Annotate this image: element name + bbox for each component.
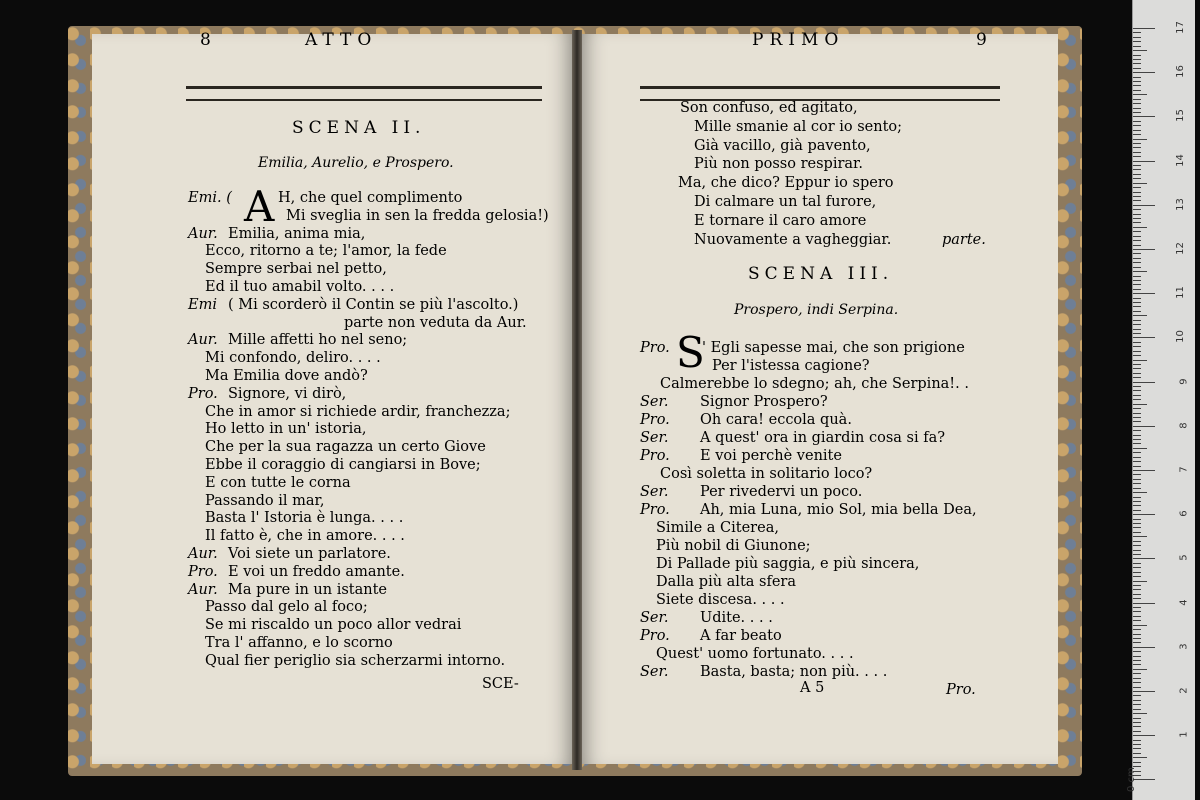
ruler-tick	[1133, 333, 1141, 334]
ruler-number: 12	[1175, 242, 1187, 255]
verse-line: parte non veduta da Aur.	[344, 314, 527, 331]
verse-line: Qual fier periglio sia scherzarmi intorno.	[205, 652, 506, 669]
left-running-head: ATTO	[305, 30, 378, 50]
ruler-tick	[1133, 554, 1141, 555]
ruler-tick	[1133, 558, 1155, 559]
speaker-label: Emi. (	[188, 190, 232, 206]
right-exit-note: parte.	[942, 232, 986, 248]
verse-line: ' Egli sapesse mai, che son prigione	[702, 340, 965, 356]
ruler-tick	[1133, 355, 1141, 356]
ruler-tick	[1133, 386, 1141, 387]
ruler-tick	[1133, 514, 1155, 515]
verse-line: Signore, vi dirò,	[228, 385, 347, 402]
verse-line: Sempre serbai nel petto,	[205, 261, 387, 278]
ruler-tick	[1133, 240, 1141, 241]
verse-line: Più nobil di Giunone;	[656, 538, 811, 554]
ruler-tick	[1133, 236, 1141, 237]
ruler-tick	[1133, 430, 1141, 431]
ruler-tick	[1133, 704, 1141, 705]
ruler-unit-label: 0 cm	[1126, 767, 1137, 792]
ruler-tick	[1133, 598, 1141, 599]
ruler-tick	[1133, 77, 1141, 78]
ruler-tick	[1133, 691, 1155, 692]
ruler-tick	[1133, 258, 1141, 259]
ruler-tick	[1133, 457, 1141, 458]
ruler-tick	[1133, 289, 1141, 290]
verse-line: Nuovamente a vagheggiar.	[694, 231, 892, 248]
ruler-tick	[1133, 311, 1141, 312]
ruler-tick	[1133, 55, 1141, 56]
ruler-number: 15	[1175, 109, 1187, 123]
verse-line: Basta, basta; non più. . . .	[700, 664, 888, 680]
ruler-number: 5	[1178, 554, 1190, 562]
ruler-tick	[1133, 280, 1141, 281]
verse-line: Di Pallade più saggia, e più sincera,	[656, 556, 920, 572]
verse-line: Mille smanie al cor io sento;	[694, 118, 903, 135]
verse-line: Ma pure in un istante	[228, 581, 388, 598]
right-page-number: 9	[976, 30, 993, 50]
ruler-tick	[1133, 483, 1141, 484]
verse-line: E voi un freddo amante.	[228, 563, 405, 580]
ruler-tick	[1133, 125, 1141, 126]
ruler-tick	[1133, 121, 1141, 122]
left-page-number: 8	[200, 30, 217, 50]
ruler-tick	[1133, 169, 1141, 170]
ruler-tick	[1133, 753, 1141, 754]
ruler-tick	[1133, 346, 1141, 347]
verse-line: E con tutte le corna	[205, 474, 351, 491]
ruler-tick	[1133, 399, 1141, 400]
ruler-tick	[1133, 492, 1147, 493]
ruler-tick	[1133, 139, 1147, 140]
ruler-tick	[1133, 196, 1141, 197]
verse-line: A far beato	[700, 628, 782, 644]
ruler-tick	[1133, 695, 1141, 696]
left-cast-list: Emilia, Aurelio, e Prospero.	[258, 155, 454, 171]
speaker-label: Pro.	[640, 412, 670, 428]
ruler-tick	[1133, 567, 1141, 568]
ruler-tick	[1133, 762, 1141, 763]
ruler-tick	[1133, 130, 1141, 131]
speaker-label: Emi	[188, 296, 217, 313]
verse-line: Per rivedervi un poco.	[700, 484, 863, 500]
ruler-tick	[1133, 616, 1141, 617]
ruler-tick	[1133, 222, 1141, 223]
ruler-tick	[1133, 611, 1141, 612]
ruler-number: 11	[1175, 286, 1187, 300]
ruler-tick	[1133, 748, 1141, 749]
speaker-label: Aur.	[188, 225, 218, 242]
ruler-number: 2	[1178, 687, 1190, 694]
ruler-tick	[1133, 439, 1141, 440]
ruler-tick	[1133, 642, 1141, 643]
right-scene-title: SCENA III.	[748, 264, 894, 284]
ruler-tick	[1133, 329, 1141, 330]
ruler-tick	[1133, 337, 1155, 338]
ruler-tick	[1133, 678, 1141, 679]
ruler-tick	[1133, 395, 1141, 396]
verse-line: Siete discesa. . . .	[656, 592, 785, 608]
verse-line: Basta l' Istoria è lunga. . . .	[205, 510, 404, 527]
verse-line: Così soletta in solitario loco?	[660, 466, 873, 482]
verse-line: Più non posso respirar.	[694, 156, 863, 173]
ruler-tick	[1133, 351, 1141, 352]
ruler-tick	[1133, 651, 1141, 652]
ruler-tick	[1133, 200, 1141, 201]
speaker-label: Aur.	[188, 546, 218, 562]
ruler-tick	[1133, 85, 1141, 86]
verse-line: Mi confondo, deliro. . . .	[205, 350, 381, 367]
ruler-tick	[1133, 541, 1141, 542]
ruler-tick	[1133, 700, 1141, 701]
ruler-tick	[1133, 625, 1147, 626]
verse-line: Passando il mar,	[205, 492, 325, 509]
ruler-tick	[1133, 245, 1141, 246]
ruler-tick	[1133, 656, 1141, 657]
ruler-tick	[1133, 116, 1155, 117]
ruler-tick	[1133, 664, 1141, 665]
ruler-tick	[1133, 550, 1141, 551]
speaker-label: Ser.	[640, 430, 669, 446]
verse-line: Voi siete un parlatore.	[228, 546, 391, 562]
verse-line: Per l'istessa cagione?	[712, 358, 870, 374]
verse-line: Calmerebbe lo sdegno; ah, che Serpina!. .	[660, 376, 969, 392]
ruler-tick	[1133, 634, 1141, 635]
ruler-tick	[1133, 68, 1141, 69]
ruler-tick	[1133, 276, 1141, 277]
verse-line: Se mi riscaldo un poco allor vedrai	[205, 617, 462, 634]
ruler-tick	[1133, 740, 1141, 741]
right-catchword: Pro.	[946, 682, 976, 698]
ruler-tick	[1133, 527, 1141, 528]
ruler-tick	[1133, 152, 1141, 153]
ruler-tick	[1133, 373, 1141, 374]
verse-line: Dalla più alta sfera	[656, 574, 796, 590]
ruler-tick	[1133, 253, 1141, 254]
ruler-number: 16	[1175, 65, 1187, 79]
ruler-tick	[1133, 519, 1141, 520]
verse-line: Ma, che dico? Eppur io spero	[678, 175, 894, 192]
ruler-tick	[1133, 342, 1141, 343]
verse-line: Mille affetti ho nel seno;	[228, 332, 408, 349]
ruler-tick	[1133, 660, 1141, 661]
verse-line: Son confuso, ed agitato,	[680, 100, 858, 116]
ruler-tick	[1133, 364, 1141, 365]
ruler-tick	[1133, 448, 1147, 449]
ruler-tick	[1133, 174, 1141, 175]
ruler-tick	[1133, 205, 1155, 206]
verse-line: Simile a Citerea,	[656, 520, 779, 536]
ruler-tick	[1133, 161, 1155, 162]
ruler-tick	[1133, 647, 1155, 648]
ruler-tick	[1133, 408, 1141, 409]
ruler-tick	[1133, 41, 1141, 42]
ruler-tick	[1133, 28, 1155, 29]
ruler-tick	[1133, 417, 1141, 418]
ruler-tick	[1133, 134, 1141, 135]
measurement-ruler	[1126, 0, 1195, 800]
ruler-tick	[1133, 461, 1141, 462]
ruler-tick	[1133, 603, 1155, 604]
verse-line: Già vacillo, già pavento,	[694, 137, 871, 154]
ruler-tick	[1133, 382, 1155, 383]
verse-line: Oh cara! eccola quà.	[700, 412, 852, 428]
speaker-label: Ser.	[640, 664, 669, 680]
ruler-tick	[1133, 452, 1141, 453]
book-gutter	[572, 30, 582, 770]
left-scene-title: SCENA II.	[292, 118, 426, 138]
ruler-tick	[1133, 262, 1141, 263]
ruler-tick	[1133, 435, 1141, 436]
ruler-tick	[1133, 178, 1141, 179]
right-cast-list: Prospero, indi Serpina.	[734, 302, 899, 318]
ruler-tick	[1133, 143, 1141, 144]
left-catchword: SCE-	[482, 676, 519, 692]
speaker-label: Aur.	[188, 581, 218, 598]
ruler-tick	[1133, 510, 1141, 511]
verse-line: E voi perchè venite	[700, 448, 842, 464]
ruler-tick	[1133, 404, 1147, 405]
speaker-label: Pro.	[640, 448, 670, 464]
ruler-tick	[1133, 466, 1141, 467]
verse-line: Passo dal gelo al foco;	[205, 599, 368, 616]
ruler-tick	[1133, 209, 1141, 210]
speaker-label: Pro.	[640, 502, 670, 518]
speaker-label: Pro.	[640, 340, 670, 356]
right-signature: A 5	[800, 680, 825, 696]
ruler-tick	[1133, 368, 1141, 369]
ruler-tick	[1133, 585, 1141, 586]
ruler-number: 4	[1178, 598, 1190, 606]
ruler-tick	[1133, 37, 1141, 38]
ruler-tick	[1133, 46, 1141, 47]
right-drop-cap: S	[676, 328, 705, 377]
verse-line: Il fatto è, che in amore. . . .	[205, 528, 405, 545]
ruler-tick	[1133, 501, 1141, 502]
ruler-tick	[1133, 214, 1141, 215]
right-header-rule	[640, 86, 1000, 101]
verse-line: Ah, mia Luna, mio Sol, mia bella Dea,	[700, 502, 977, 518]
ruler-tick	[1133, 187, 1141, 188]
verse-line: Signor Prospero?	[700, 394, 828, 410]
ruler-tick	[1133, 709, 1141, 710]
ruler-tick	[1133, 94, 1147, 95]
ruler-tick	[1133, 390, 1141, 391]
verse-line: Che in amor si richiede ardir, franchezza;	[205, 403, 511, 420]
ruler-tick	[1133, 293, 1155, 294]
verse-line: Udite. . . .	[700, 610, 773, 626]
verse-line: Ecco, ritorno a te; l'amor, la fede	[205, 243, 447, 260]
ruler-tick	[1133, 713, 1147, 714]
ruler-tick	[1133, 81, 1141, 82]
ruler-tick	[1133, 594, 1141, 595]
ruler-tick	[1133, 103, 1141, 104]
ruler-tick	[1133, 183, 1147, 184]
verse-line: Ho letto in un' istoria,	[205, 421, 367, 438]
verse-line: Ed il tuo amabil volto. . . .	[205, 279, 395, 295]
ruler-tick	[1133, 488, 1141, 489]
ruler-tick	[1133, 673, 1141, 674]
verse-line: E tornare il caro amore	[694, 212, 867, 229]
ruler-number: 8	[1178, 422, 1190, 429]
ruler-tick	[1133, 32, 1141, 33]
ruler-tick	[1133, 284, 1141, 285]
ruler-tick	[1133, 227, 1147, 228]
ruler-tick	[1133, 112, 1141, 113]
verse-line: ( Mi scorderò il Contin se più l'ascolto.)	[228, 296, 519, 313]
ruler-tick	[1133, 505, 1141, 506]
ruler-tick	[1133, 682, 1141, 683]
left-drop-cap: A	[244, 182, 275, 231]
ruler-number: 17	[1175, 21, 1187, 34]
right-running-head: PRIMO	[752, 30, 845, 50]
ruler-tick	[1133, 192, 1141, 193]
verse-line: A quest' ora in giardin cosa si fa?	[700, 430, 946, 446]
ruler-number: 6	[1178, 510, 1190, 517]
ruler-tick	[1133, 757, 1147, 758]
ruler-number: 14	[1175, 153, 1187, 167]
ruler-tick	[1133, 726, 1141, 727]
ruler-tick	[1133, 218, 1141, 219]
ruler-tick	[1133, 421, 1141, 422]
ruler-tick	[1133, 443, 1141, 444]
ruler-tick	[1133, 249, 1155, 250]
ruler-tick	[1133, 718, 1141, 719]
ruler-tick	[1133, 59, 1141, 60]
ruler-tick	[1133, 320, 1141, 321]
speaker-label: Aur.	[188, 332, 218, 349]
speaker-label: Pro.	[640, 628, 670, 644]
ruler-tick	[1133, 360, 1147, 361]
ruler-tick	[1133, 607, 1141, 608]
verse-line: Tra l' affanno, e lo scorno	[205, 635, 393, 651]
ruler-tick	[1133, 687, 1141, 688]
ruler-tick	[1133, 426, 1155, 427]
verse-line: Di calmare un tal furore,	[694, 194, 877, 210]
ruler-tick	[1133, 474, 1141, 475]
ruler-tick	[1133, 722, 1141, 723]
ruler-tick	[1133, 523, 1141, 524]
ruler-tick	[1133, 72, 1155, 73]
verse-line: Mi sveglia in sen la fredda gelosia!)	[286, 207, 549, 224]
ruler-tick	[1133, 50, 1147, 51]
ruler-tick	[1133, 576, 1141, 577]
ruler-tick	[1133, 413, 1141, 414]
ruler-tick	[1133, 298, 1141, 299]
speaker-label: Ser.	[640, 394, 669, 410]
ruler-tick	[1133, 271, 1147, 272]
ruler-number: 13	[1175, 197, 1187, 211]
ruler-number: 10	[1175, 330, 1187, 344]
ruler-tick	[1133, 563, 1141, 564]
ruler-tick	[1133, 629, 1141, 630]
ruler-tick	[1133, 581, 1147, 582]
ruler-tick	[1133, 638, 1141, 639]
speaker-label: Pro.	[188, 385, 218, 402]
ruler-tick	[1133, 497, 1141, 498]
verse-line: H, che quel complimento	[278, 190, 463, 206]
left-header-rule	[186, 86, 542, 101]
ruler-tick	[1133, 545, 1141, 546]
ruler-number: 9	[1178, 377, 1190, 385]
ruler-tick	[1133, 377, 1141, 378]
ruler-number: 1	[1178, 731, 1190, 738]
ruler-tick	[1133, 532, 1141, 533]
ruler-number: 3	[1178, 643, 1190, 650]
ruler-tick	[1133, 315, 1147, 316]
ruler-tick	[1133, 536, 1147, 537]
ruler-tick	[1133, 90, 1141, 91]
ruler-tick	[1133, 267, 1141, 268]
ruler-number: 7	[1178, 466, 1190, 473]
verse-line: Ebbe il coraggio di cangiarsi in Bove;	[205, 457, 481, 473]
ruler-tick	[1133, 744, 1141, 745]
speaker-label: Ser.	[640, 610, 669, 626]
ruler-tick	[1133, 324, 1141, 325]
ruler-tick	[1133, 572, 1141, 573]
ruler-tick	[1133, 589, 1141, 590]
ruler-tick	[1133, 99, 1141, 100]
ruler-tick	[1133, 735, 1155, 736]
verse-line: Ma Emilia dove andò?	[205, 368, 368, 384]
ruler-tick	[1133, 479, 1141, 480]
ruler-tick	[1133, 731, 1141, 732]
ruler-tick	[1133, 470, 1155, 471]
verse-line: Emilia, anima mia,	[228, 225, 366, 242]
ruler-tick	[1133, 302, 1141, 303]
verse-line: Che per la sua ragazza un certo Giove	[205, 439, 486, 456]
ruler-tick	[1133, 165, 1141, 166]
ruler-tick	[1133, 231, 1141, 232]
ruler-tick	[1133, 63, 1141, 64]
ruler-tick	[1133, 620, 1141, 621]
ruler-tick	[1133, 156, 1141, 157]
ruler-tick	[1133, 108, 1141, 109]
ruler-tick	[1133, 147, 1141, 148]
ruler-tick	[1133, 669, 1147, 670]
speaker-label: Ser.	[640, 484, 669, 500]
verse-line: Quest' uomo fortunato. . . .	[656, 646, 854, 662]
speaker-label: Pro.	[188, 563, 218, 580]
ruler-tick	[1133, 306, 1141, 307]
